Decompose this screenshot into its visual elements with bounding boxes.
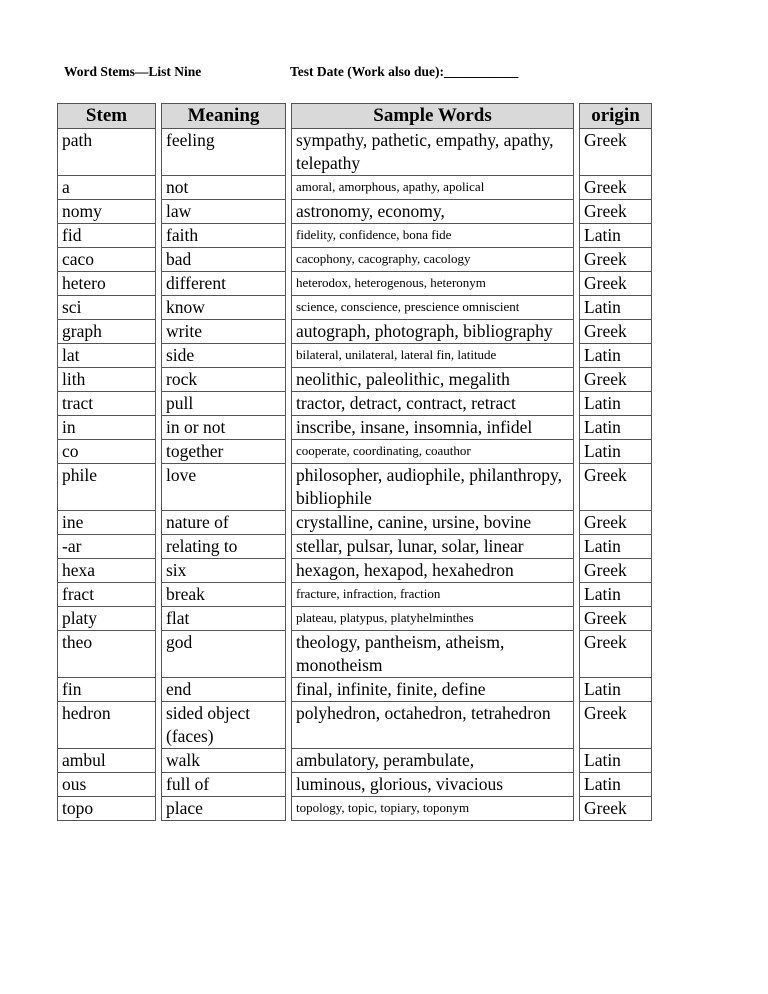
origin-cell: Greek bbox=[580, 702, 652, 749]
table-row bbox=[58, 702, 652, 749]
table-row bbox=[58, 535, 652, 559]
stem-cell: a bbox=[58, 176, 156, 200]
sample-words-cell: cooperate, coordinating, coauthor bbox=[292, 440, 574, 464]
stem-cell: fid bbox=[58, 224, 156, 248]
table-row bbox=[58, 129, 652, 176]
origin-cell: Latin bbox=[580, 296, 652, 320]
stem-cell: path bbox=[58, 129, 156, 176]
meaning-cell: together bbox=[162, 440, 286, 464]
sample-words-cell: plateau, platypus, platyhelminthes bbox=[292, 607, 574, 631]
meaning-cell: break bbox=[162, 583, 286, 607]
stem-cell: tract bbox=[58, 392, 156, 416]
origin-cell: Latin bbox=[580, 344, 652, 368]
column-header-meaning: Meaning bbox=[162, 104, 286, 129]
sample-words-cell: science, conscience, prescience omniscient bbox=[292, 296, 574, 320]
table-row bbox=[58, 248, 652, 272]
origin-cell: Greek bbox=[580, 797, 652, 821]
meaning-cell: not bbox=[162, 176, 286, 200]
meaning-cell: rock bbox=[162, 368, 286, 392]
stem-cell: theo bbox=[58, 631, 156, 678]
column-header-stem: Stem bbox=[58, 104, 156, 129]
table-row bbox=[58, 797, 652, 821]
sample-words-cell: autograph, photograph, bibliography bbox=[292, 320, 574, 344]
sample-words-cell: hexagon, hexapod, hexahedron bbox=[292, 559, 574, 583]
meaning-cell: feeling bbox=[162, 129, 286, 176]
origin-cell: Latin bbox=[580, 749, 652, 773]
origin-cell: Greek bbox=[580, 631, 652, 678]
stem-cell: in bbox=[58, 416, 156, 440]
origin-cell: Latin bbox=[580, 678, 652, 702]
sample-words-cell: cacophony, cacography, cacology bbox=[292, 248, 574, 272]
stem-cell: sci bbox=[58, 296, 156, 320]
sample-words-cell: fidelity, confidence, bona fide bbox=[292, 224, 574, 248]
meaning-cell: walk bbox=[162, 749, 286, 773]
origin-cell: Greek bbox=[580, 200, 652, 224]
sample-words-cell: topology, topic, topiary, toponym bbox=[292, 797, 574, 821]
table-row bbox=[58, 559, 652, 583]
meaning-cell: god bbox=[162, 631, 286, 678]
sample-words-cell: final, infinite, finite, define bbox=[292, 678, 574, 702]
origin-cell: Greek bbox=[580, 607, 652, 631]
table-row bbox=[58, 176, 652, 200]
table-row bbox=[58, 511, 652, 535]
meaning-cell: pull bbox=[162, 392, 286, 416]
origin-cell: Latin bbox=[580, 535, 652, 559]
stem-cell: fin bbox=[58, 678, 156, 702]
meaning-cell: bad bbox=[162, 248, 286, 272]
column-header-sample-words: Sample Words bbox=[292, 104, 574, 129]
origin-cell: Latin bbox=[580, 583, 652, 607]
origin-cell: Greek bbox=[580, 511, 652, 535]
origin-cell: Greek bbox=[580, 272, 652, 296]
meaning-cell: faith bbox=[162, 224, 286, 248]
meaning-cell: write bbox=[162, 320, 286, 344]
table-row bbox=[58, 464, 652, 511]
stem-cell: ine bbox=[58, 511, 156, 535]
table-row bbox=[58, 296, 652, 320]
meaning-cell: in or not bbox=[162, 416, 286, 440]
sample-words-cell: luminous, glorious, vivacious bbox=[292, 773, 574, 797]
sample-words-cell: astronomy, economy, bbox=[292, 200, 574, 224]
sample-words-cell: theology, pantheism, atheism, monotheism bbox=[292, 631, 574, 678]
meaning-cell: sided object (faces) bbox=[162, 702, 286, 749]
document-title: Word Stems—List Nine bbox=[64, 64, 202, 79]
sample-words-cell: heterodox, heterogenous, heteronym bbox=[292, 272, 574, 296]
word-stems-table bbox=[57, 103, 652, 821]
stem-cell: phile bbox=[58, 464, 156, 511]
sample-words-cell: inscribe, insane, insomnia, infidel bbox=[292, 416, 574, 440]
meaning-cell: place bbox=[162, 797, 286, 821]
meaning-cell: nature of bbox=[162, 511, 286, 535]
table-row bbox=[58, 583, 652, 607]
stem-cell: topo bbox=[58, 797, 156, 821]
origin-cell: Greek bbox=[580, 559, 652, 583]
table-row bbox=[58, 200, 652, 224]
meaning-cell: flat bbox=[162, 607, 286, 631]
table-row bbox=[58, 773, 652, 797]
sample-words-cell: tractor, detract, contract, retract bbox=[292, 392, 574, 416]
meaning-cell: love bbox=[162, 464, 286, 511]
origin-cell: Greek bbox=[580, 320, 652, 344]
origin-cell: Latin bbox=[580, 392, 652, 416]
table-row bbox=[58, 344, 652, 368]
table-header-row bbox=[58, 104, 652, 129]
stem-cell: lith bbox=[58, 368, 156, 392]
origin-cell: Greek bbox=[580, 129, 652, 176]
stem-cell: -ar bbox=[58, 535, 156, 559]
sample-words-cell: stellar, pulsar, lunar, solar, linear bbox=[292, 535, 574, 559]
stem-cell: hetero bbox=[58, 272, 156, 296]
meaning-cell: relating to bbox=[162, 535, 286, 559]
origin-cell: Greek bbox=[580, 176, 652, 200]
origin-cell: Greek bbox=[580, 464, 652, 511]
meaning-cell: end bbox=[162, 678, 286, 702]
stem-cell: hexa bbox=[58, 559, 156, 583]
origin-cell: Greek bbox=[580, 248, 652, 272]
stem-cell: fract bbox=[58, 583, 156, 607]
stem-cell: ambul bbox=[58, 749, 156, 773]
sample-words-cell: fracture, infraction, fraction bbox=[292, 583, 574, 607]
sample-words-cell: amoral, amorphous, apathy, apolical bbox=[292, 176, 574, 200]
table-row bbox=[58, 272, 652, 296]
column-header-origin: origin bbox=[580, 104, 652, 129]
sample-words-cell: polyhedron, octahedron, tetrahedron bbox=[292, 702, 574, 749]
meaning-cell: full of bbox=[162, 773, 286, 797]
origin-cell: Latin bbox=[580, 416, 652, 440]
stem-cell: platy bbox=[58, 607, 156, 631]
meaning-cell: law bbox=[162, 200, 286, 224]
table-row bbox=[58, 607, 652, 631]
stem-cell: graph bbox=[58, 320, 156, 344]
sample-words-cell: sympathy, pathetic, empathy, apathy, telepathy bbox=[292, 129, 574, 176]
meaning-cell: side bbox=[162, 344, 286, 368]
origin-cell: Latin bbox=[580, 773, 652, 797]
table-row bbox=[58, 392, 652, 416]
origin-cell: Latin bbox=[580, 440, 652, 464]
table-row bbox=[58, 320, 652, 344]
origin-cell: Latin bbox=[580, 224, 652, 248]
meaning-cell: know bbox=[162, 296, 286, 320]
stem-cell: caco bbox=[58, 248, 156, 272]
sample-words-cell: bilateral, unilateral, lateral fin, latitude bbox=[292, 344, 574, 368]
stem-cell: hedron bbox=[58, 702, 156, 749]
meaning-cell: different bbox=[162, 272, 286, 296]
table-row bbox=[58, 368, 652, 392]
sample-words-cell: crystalline, canine, ursine, bovine bbox=[292, 511, 574, 535]
test-date-line: Test Date (Work also due):___________ bbox=[290, 64, 519, 79]
table-row bbox=[58, 631, 652, 678]
sample-words-cell: philosopher, audiophile, philanthropy, bibliophile bbox=[292, 464, 574, 511]
table-row bbox=[58, 440, 652, 464]
origin-cell: Greek bbox=[580, 368, 652, 392]
table-row bbox=[58, 224, 652, 248]
sample-words-cell: neolithic, paleolithic, megalith bbox=[292, 368, 574, 392]
table-row bbox=[58, 749, 652, 773]
table-row bbox=[58, 416, 652, 440]
stem-cell: co bbox=[58, 440, 156, 464]
table-body bbox=[58, 129, 652, 821]
stem-cell: lat bbox=[58, 344, 156, 368]
sample-words-cell: ambulatory, perambulate, bbox=[292, 749, 574, 773]
stem-cell: nomy bbox=[58, 200, 156, 224]
stem-cell: ous bbox=[58, 773, 156, 797]
table-row bbox=[58, 678, 652, 702]
meaning-cell: six bbox=[162, 559, 286, 583]
